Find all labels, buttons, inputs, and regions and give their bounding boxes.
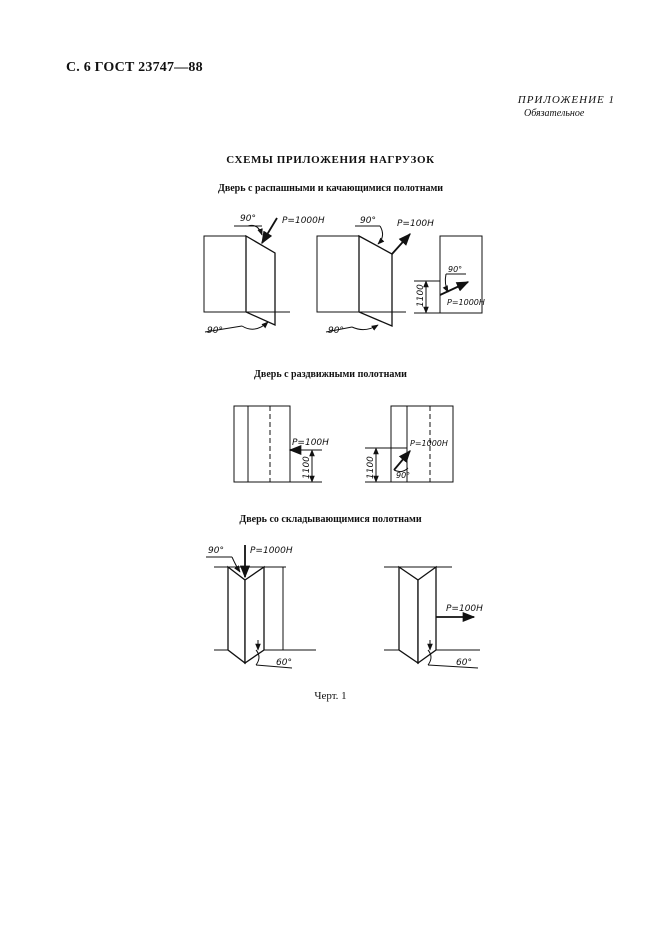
angle-arc [352, 325, 378, 330]
load-arrow [394, 451, 410, 470]
load-label: P=100Н [446, 604, 483, 614]
folding-leaf-right [245, 567, 264, 663]
load-arrow [392, 234, 410, 254]
angle-label: 90° [240, 214, 256, 224]
height-label: 1100 [302, 456, 312, 479]
angle-arc [378, 226, 383, 244]
appendix-title: ПРИЛОЖЕНИЕ 1 [517, 94, 615, 106]
angle-arc [248, 225, 262, 235]
angle-label: 90° [360, 216, 376, 226]
door-frame [234, 406, 290, 482]
folding-leaf-right [418, 567, 436, 663]
angle-label: 90° [448, 265, 463, 274]
door-frame [317, 236, 359, 312]
load-label: P=1000Н [250, 546, 293, 556]
load-label: P=1000Н [447, 298, 485, 307]
door-frame [204, 236, 246, 312]
angle-label: 90° [328, 326, 344, 336]
sliding-door-scheme-1 [234, 406, 329, 482]
subtitle-swing-door: Дверь с распашными и качающимися полотнами [217, 183, 444, 194]
load-arrow [262, 218, 277, 243]
angle-label: 90° [207, 326, 223, 336]
subtitle-folding-door: Дверь со складывающимися полотнами [239, 514, 422, 525]
angle-label: 60° [456, 658, 472, 668]
angle-arc [242, 322, 268, 329]
figure-caption: Черт. 1 [314, 690, 347, 702]
angle-label: 90° [208, 546, 224, 556]
load-label: P=1000Н [410, 439, 448, 448]
folding-door-scheme-2 [384, 567, 483, 668]
angle-label: 60° [276, 658, 292, 668]
load-label: P=100Н [292, 438, 329, 448]
height-label: 1100 [416, 284, 426, 307]
folding-leaf-left [228, 567, 245, 663]
sliding-door-scheme-2 [365, 406, 453, 482]
angle-label: 90° [396, 471, 411, 480]
section-title: СХЕМЫ ПРИЛОЖЕНИЯ НАГРУЗОК [226, 154, 435, 166]
subtitle-sliding-door: Дверь с раздвижными полотнами [254, 369, 407, 380]
load-arrow [440, 282, 468, 295]
page-header: С. 6 ГОСТ 23747—88 [66, 60, 203, 75]
appendix-status: Обязательное [524, 108, 585, 119]
angle-arc [232, 557, 240, 572]
swing-door-front-view [414, 236, 485, 313]
swing-door-scheme-2 [317, 216, 434, 336]
folding-door-scheme-1 [206, 545, 316, 668]
load-label: P=1000Н [282, 216, 325, 226]
folding-leaf-left [399, 567, 418, 663]
load-label: P=100Н [397, 219, 434, 229]
angle-arc [445, 274, 448, 292]
height-label: 1100 [366, 456, 376, 479]
swing-door-scheme-1 [204, 214, 325, 336]
